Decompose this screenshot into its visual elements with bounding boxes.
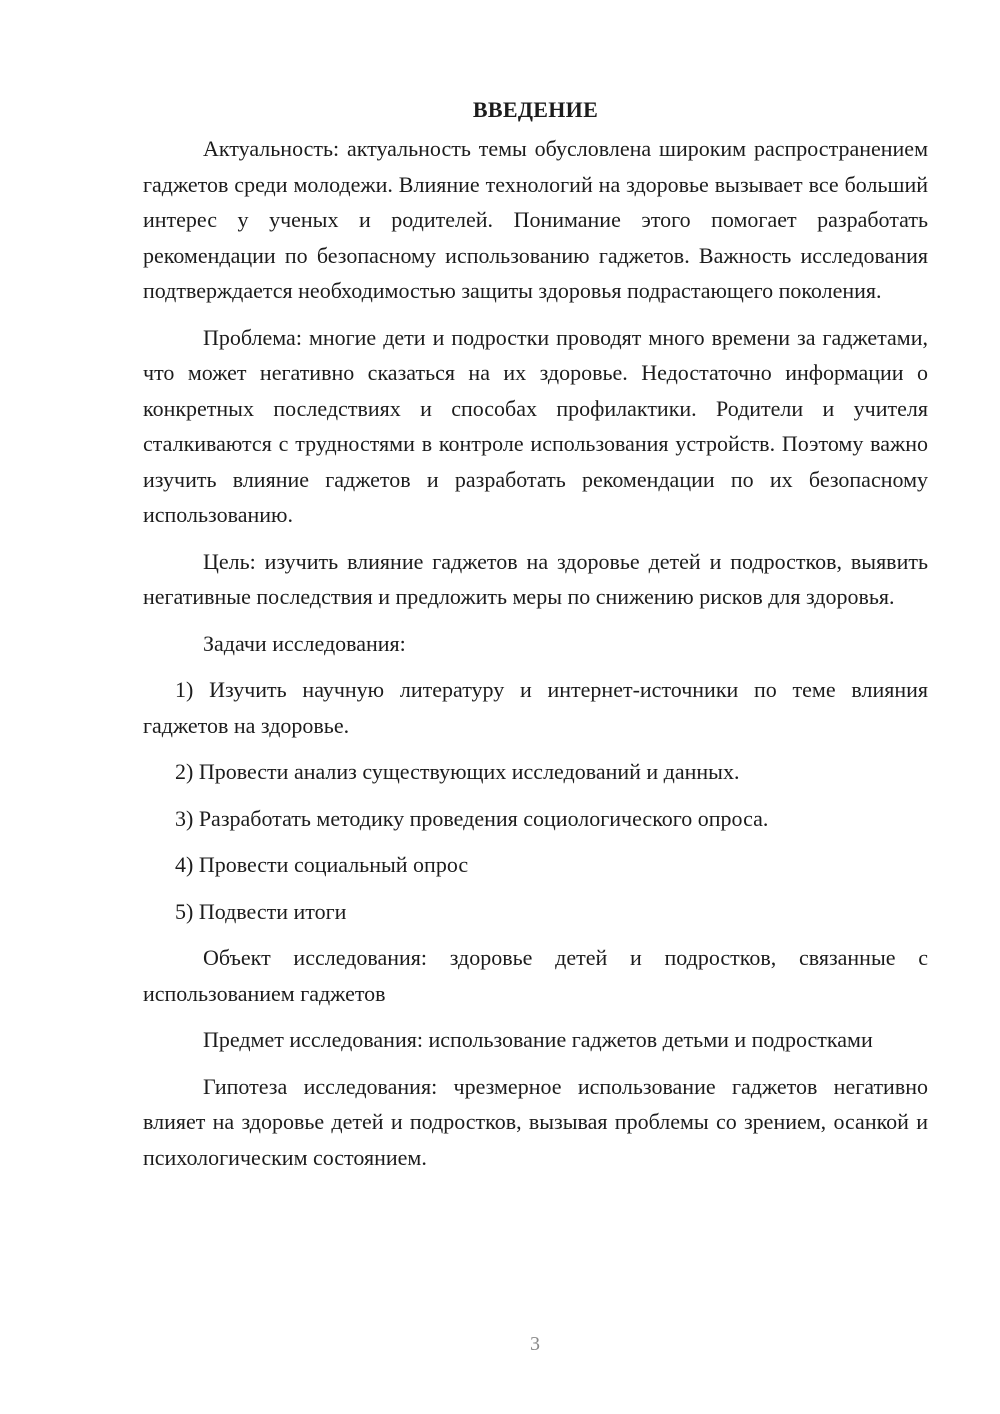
document-page [143, 92, 928, 1175]
tasks-list [143, 672, 928, 929]
task-item: 5) Подвести итоги [175, 898, 347, 924]
tasks-heading: Задачи исследования: [203, 630, 406, 656]
hypothesis-paragraph: Гипотеза исследования: чрезмерное использование гаджетов негативно влияет на здоровье детей и подростков, вызывая проблемы со зрением, осанкой и психологическим состоянием. [143, 1073, 928, 1170]
page-number: 3 [530, 1333, 540, 1355]
task-item: 3) Разработать методику проведения социологического опроса. [175, 805, 769, 831]
task-item: 2) Провести анализ существующих исследований и данных. [175, 759, 740, 784]
subject-paragraph: Предмет исследования: использование гаджетов детьми и подростками [203, 1027, 873, 1052]
goal-paragraph: Цель: изучить влияние гаджетов на здоровье детей и подростков, выявить негативные последствия и предложить меры по снижению рисков для здоровья. [143, 548, 928, 609]
task-item: 4) Провести социальный опрос [175, 852, 469, 877]
problem-paragraph: Проблема: многие дети и подростки проводят много времени за гаджетами, что может негативно сказаться на их здоровье. Недостаточно информации о конкретных последствиях и способах профилактики. Родители и учителя сталкиваются с трудностями в контроле использования устройств. Поэтому важно изучить влияние гаджетов и разработать рекомендации по их безопасному использованию. [143, 324, 928, 527]
object-paragraph: Объект исследования: здоровье детей и подростков, связанные с использованием гаджетов [143, 945, 928, 1006]
section-title: ВВЕДЕНИЕ [472, 97, 599, 122]
relevance-paragraph: Актуальность: актуальность темы обусловлена широким распространением гаджетов среди молодежи. Влияние технологий на здоровье вызывает все больший интерес у ученых и родителей. Понимание этого помогает разработать рекомендации по безопасному использованию гаджетов. Важность исследования подтверждается необходимостью защиты здоровья подрастающего поколения. [143, 136, 928, 303]
task-item: 1) Изучить научную литературу и интернет-источники по теме влияния гаджетов на здоровье. [143, 677, 928, 738]
